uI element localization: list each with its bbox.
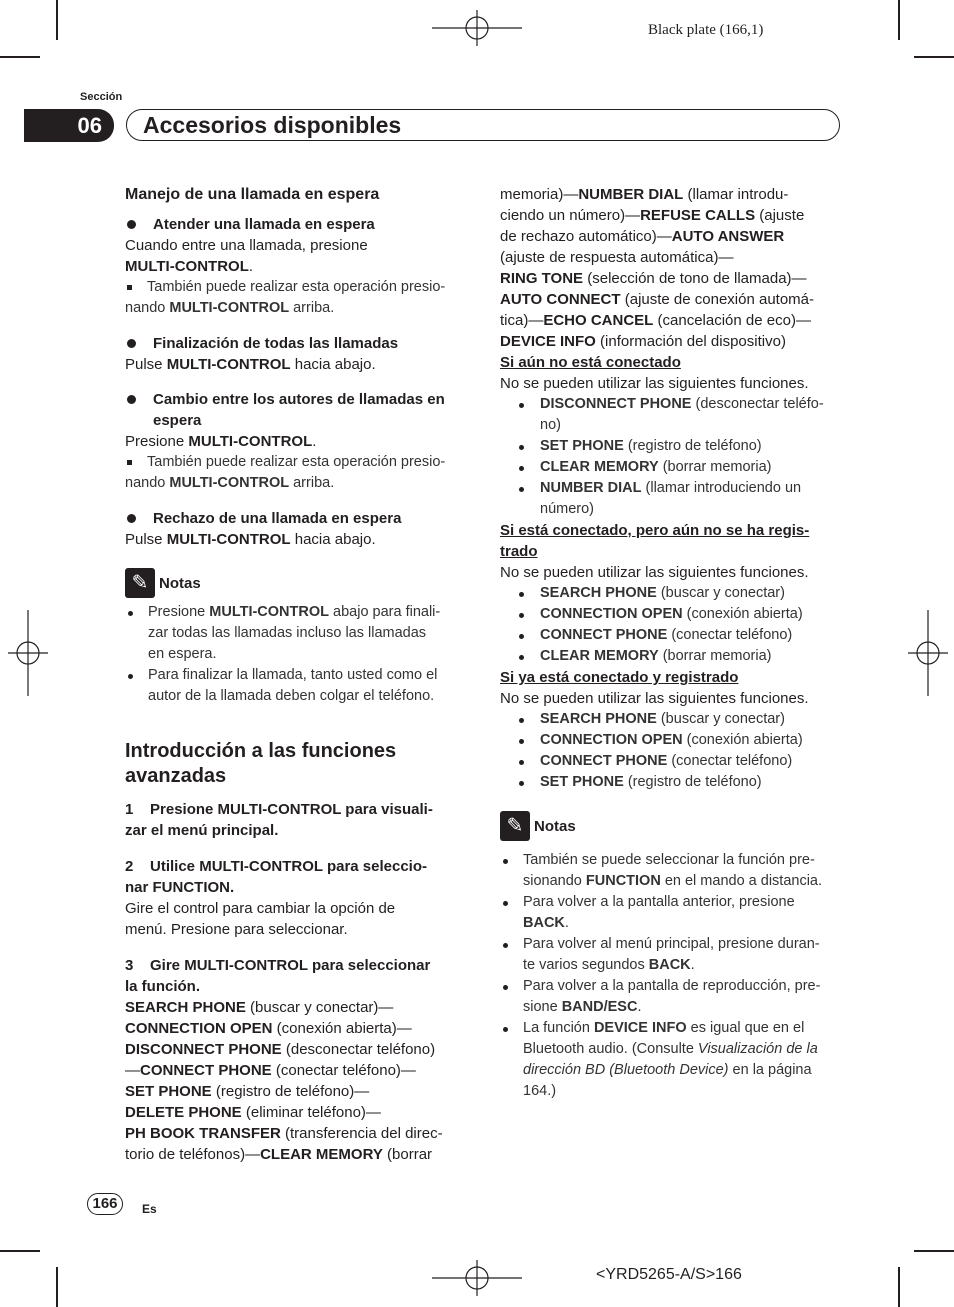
bullet-end-all: Finalización de todas las llamadas: [125, 333, 465, 354]
crop-mark: [0, 56, 40, 58]
heading-intro-advanced: Introducción a las funciones avanzadas: [125, 740, 397, 787]
function-list: SEARCH PHONE (buscar y conectar)—: [125, 999, 394, 1016]
registration-mark-right: [906, 608, 950, 698]
language-code: Es: [142, 1202, 157, 1216]
notes-heading-right: ✎ Notas: [500, 811, 845, 841]
note-item: Para volver a la pantalla de reproducción, pre-: [500, 976, 845, 997]
registration-mark-top: [430, 8, 524, 48]
crop-mark: [914, 1250, 954, 1252]
section-label: Sección: [80, 91, 123, 103]
step-3: 3 Gire MULTI-CONTROL para seleccionar: [125, 957, 431, 974]
subheading-connected-not-registered: Si está conectado, pero aún no se ha regis-: [500, 522, 810, 539]
note-item: Para finalizar la llamada, tanto usted como el: [125, 665, 465, 686]
subheading-not-connected: Si aún no está conectado: [500, 354, 681, 371]
section-title: Accesorios disponibles: [143, 112, 402, 138]
note-item: Para volver al menú principal, presione duran-: [500, 934, 845, 955]
document-code: <YRD5265-A/S>166: [596, 1266, 742, 1283]
registration-mark-left: [6, 608, 50, 698]
note-item: Para volver a la pantalla anterior, presione: [500, 892, 845, 913]
heading-waiting-call: Manejo de una llamada en espera: [125, 186, 380, 203]
bullet-switch-callers: Cambio entre los autores de llamadas en espera: [125, 389, 465, 431]
bullet-reject-waiting: Rechazo de una llamada en espera: [125, 508, 465, 529]
notes-heading: ✎ Notas: [125, 568, 465, 598]
pencil-icon: ✎: [500, 811, 530, 841]
page-number: 166: [87, 1193, 123, 1215]
registration-mark-bottom: [430, 1258, 524, 1298]
note-item: Presione MULTI-CONTROL abajo para finali-: [125, 602, 465, 623]
tip-switch: También puede realizar esta operación presio-: [125, 452, 465, 473]
plate-label: Black plate (166,1): [648, 22, 764, 38]
left-column: Manejo de una llamada en espera Atender una llamada en espera Cuando entre una llamada, presione MULTI-CONTROL. También puede realizar esta operación presio- nando MULTI-CONTROL arriba. Finalización de todas las llamadas Pulse MULTI-CONTROL hacia abajo. Cambio entre los autores de llamadas en espera Presione MULTI-CONTROL. También puede realizar esta operación presio- nando MULTI-CONTROL arriba. Rechazo de una llamada en espera Pulse MULTI-CONTROL hacia abajo. ✎ Notas Presione MULTI-CONTROL abajo para finali- zar todas las llamadas incluso las llamadas en espera. Para finalizar la llamada, tanto usted como el autor de la llamada deben colgar el teléfono. Introducción a las funciones avanzadas 1 Presione MULTI-CONTROL para visuali- zar el menú principal. 2 Utilice MULTI-CONTROL para seleccio- nar FUNCTION. Gire el control para cambiar la opción de menú. Presione para seleccionar. 3 Gire MULTI-CONTROL para seleccionar la función. SEARCH PHONE (buscar y conectar)— CONNECTION OPEN (conexión abierta)— DISCONNECT PHONE (desconectar teléfono) —CONNECT PHONE (conectar teléfono)— SET PHONE (registro de teléfono)— DELETE PHONE (eliminar teléfono)— PH BOOK TRANSFER (transferencia del direc- torio de teléfonos)—CLEAR MEMORY (borrar: [125, 184, 465, 1165]
step-1: 1 Presione MULTI-CONTROL para visuali-: [125, 801, 433, 818]
crop-mark: [56, 0, 58, 40]
crop-mark: [898, 0, 900, 40]
bullet-answer-waiting: Atender una llamada en espera: [125, 214, 465, 235]
crop-mark: [0, 1250, 40, 1252]
crop-mark: [914, 56, 954, 58]
step-2: 2 Utilice MULTI-CONTROL para seleccio-: [125, 858, 428, 875]
right-column: memoria)—NUMBER DIAL (llamar introdu- ciendo un número)—REFUSE CALLS (ajuste de rechazo automático)—AUTO ANSWER (ajuste de respuesta automática)— RING TONE (selección de tono de llamada)— AUTO CONNECT (ajuste de conexión automá- tica)—ECHO CANCEL (cancelación de eco)— DEVICE INFO (información del dispositivo) Si aún no está conectado No se pueden utilizar las siguientes funciones. DISCONNECT PHONE (desconectar teléfo- no) SET PHONE (registro de teléfono) CLEAR MEMORY (borrar memoria) NUMBER DIAL (llamar introduciendo un número) Si está conectado, pero aún no se ha regis- trado No se pueden utilizar las siguientes funciones. SEARCH PHONE (buscar y conectar) CONNECTION OPEN (conexión abierta) CONNECT PHONE (conectar teléfono) CLEAR MEMORY (borrar memoria) Si ya está conectado y registrado No se pueden utilizar las siguientes funciones. SEARCH PHONE (buscar y conectar) CONNECTION OPEN (conexión abierta) CONNECT PHONE (conectar teléfono) SET PHONE (registro de teléfono) ✎ Notas También se puede seleccionar la función pre- sionando FUNCTION en el mando a distancia. Para volver a la pantalla anterior, presione BACK. Para volver al menú principal, presione duran- te varios segundos BACK. Para volver a la pantalla de reproducción, pre- sione BAND/ESC. La función DEVICE INFO es igual que en el Bluetooth audio. (Consulte Visualización de la dirección BD (Bluetooth Device) en la página 164.): [500, 184, 845, 1102]
note-item: También se puede seleccionar la función pre-: [500, 850, 845, 871]
note-item: La función DEVICE INFO es igual que en el: [500, 1018, 845, 1039]
tip-answer: También puede realizar esta operación presio-: [125, 277, 465, 298]
section-number: 06: [24, 109, 114, 142]
pencil-icon: ✎: [125, 568, 155, 598]
crop-mark: [56, 1267, 58, 1307]
crop-mark: [898, 1267, 900, 1307]
subheading-connected-registered: Si ya está conectado y registrado: [500, 669, 739, 686]
